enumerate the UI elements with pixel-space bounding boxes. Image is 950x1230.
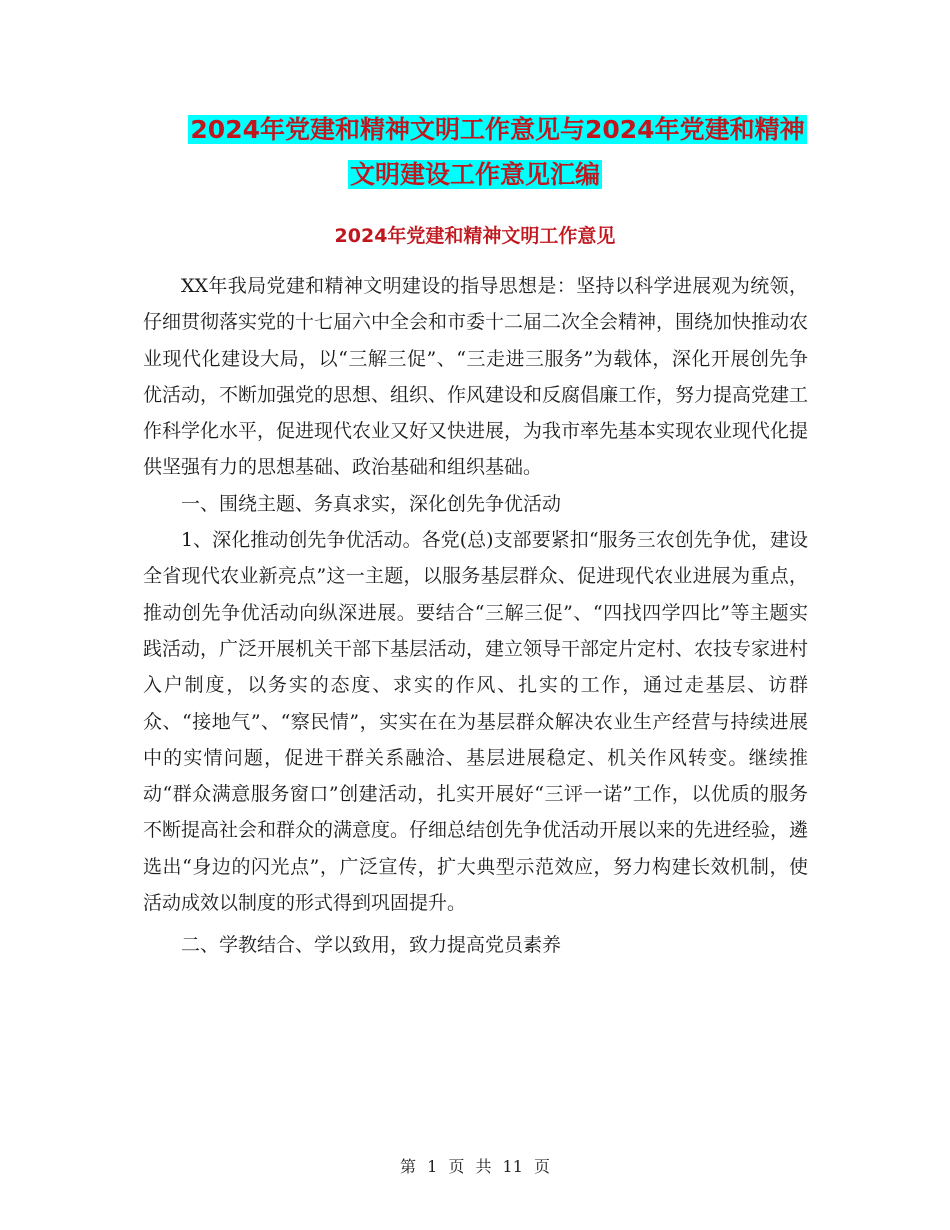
- page-footer: 第 1 页 共 11 页: [400, 1157, 550, 1176]
- document-body: [143, 268, 808, 964]
- title-line-1-text: 2024年党建和精神文明工作意见与2024年党建和精神: [190, 115, 805, 144]
- heading-one: 一、围绕主题、务真求实，深化创先争优活动: [181, 492, 562, 515]
- document-title-line-1: [0, 113, 950, 147]
- title-line-2-text: 文明建设工作意见汇编: [349, 160, 600, 189]
- paragraph-item-1: 1、深化推动创先争优活动。各党(总)支部要紧扣“服务三农创先争优，建设全省现代农业新亮点”这一主题，以服务基层群众、促进现代农业进展为重点，推动创先争优活动向纵深进展。要结合“三解三促”、“四找四学四比”等主题实践活动，广泛开展机关干部下基层活动，建立领导干部定片定村、农技专家进村入户制度，以务实的态度、求实的作风、扎实的工作，通过走基层、访群众、“接地气”、“察民情”，实实在在为基层群众解决农业生产经营与持续进展中的实情问题，促进干群关系融洽、基层进展稳定、机关作风转变。继续推动“群众满意服务窗口”创建活动，扎实开展好“三评一诺”工作，以优质的服务不断提高社会和群众的满意度。仔细总结创先争优活动开展以来的先进经验，遴选出“身边的闪光点”，广泛宣传，扩大典型示范效应，努力构建长效机制，使活动成效以制度的形式得到巩固提升。: [143, 529, 809, 915]
- document-title-line-2: [0, 158, 950, 192]
- paragraph-intro: XX年我局党建和精神文明建设的指导思想是：坚持以科学进展观为统领，仔细贯彻落实党的十七届六中全会和市委十二届二次全会精神，围绕加快推动农业现代化建设大局，以“三解三促”、“三走进三服务”为载体，深化开展创先争优活动，不断加强党的思想、组织、作风建设和反腐倡廉工作，努力提高党建工作科学化水平，促进现代农业又好又快进展，为我市率先基本实现农业现代化提供坚强有力的思想基础、政治基础和组织基础。: [143, 275, 809, 479]
- section-title: 2024年党建和精神文明工作意见: [334, 225, 616, 247]
- heading-two: 二、学教结合、学以致用，致力提高党员素养: [181, 934, 562, 957]
